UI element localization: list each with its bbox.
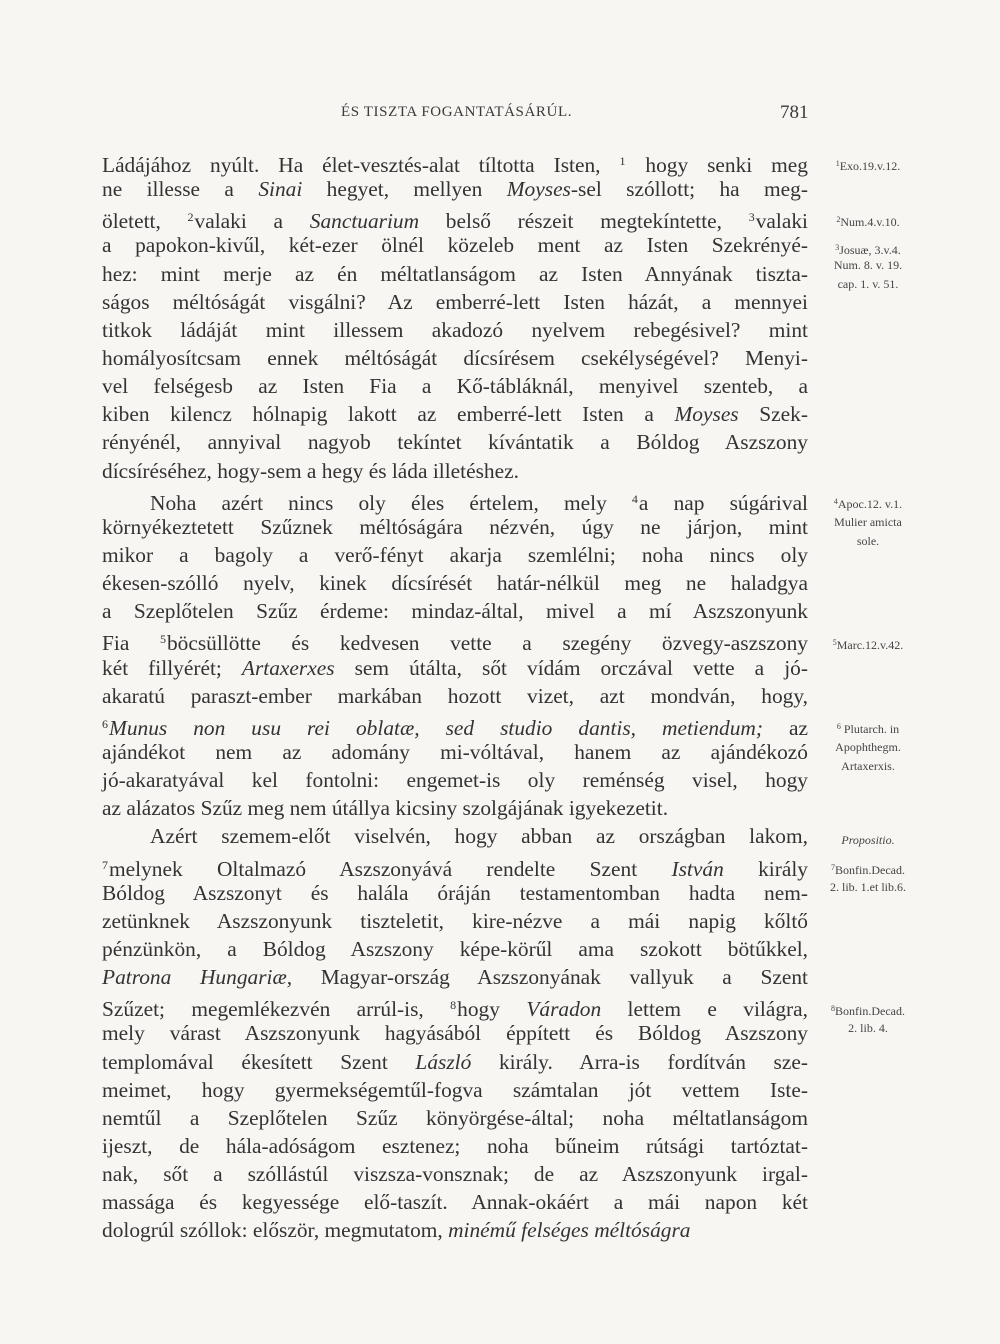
margin-note <box>812 515 924 529</box>
footnote-marker: 6 <box>102 716 108 731</box>
margin-note <box>812 759 924 773</box>
footnote-marker: 8 <box>450 998 457 1013</box>
text-line <box>102 1076 808 1104</box>
text-segment: valaki <box>755 209 808 234</box>
text-segment: Fia <box>102 631 160 656</box>
margin-note-marker: 7 <box>831 862 835 872</box>
text-line <box>102 1048 808 1076</box>
margin-note <box>812 258 924 272</box>
text-segment: lettem e világra, <box>601 997 808 1022</box>
text-line <box>102 175 808 203</box>
text-line <box>102 260 808 288</box>
text-line <box>102 935 808 963</box>
margin-note <box>812 861 924 877</box>
text-line <box>102 851 808 879</box>
footnote-marker: 1 <box>619 154 626 168</box>
text-segment: titkok ládáját mint illessem akadozó nyelvem rebegésivel? mint <box>102 317 808 342</box>
margin-note-marker: 4 <box>833 496 838 506</box>
text-segment: meimet, hogy gyermekségemtűl-fogva számtalan jót vettem Iste- <box>102 1077 808 1102</box>
text-segment: homályosítcsam ennek méltóságát dícsírésem csekélységével? Menyi- <box>102 345 808 370</box>
text-line <box>102 147 808 175</box>
text-segment: ságos méltóságát visgálni? Az emberré-lett Isten házát, a mennyei <box>102 289 808 314</box>
text-segment: a nap súgárival <box>638 490 809 515</box>
text-segment: mikor a bagoly a verő-fényt akarja szemlélni; noha nincs oly <box>102 542 808 567</box>
text-segment: valaki a <box>194 209 310 234</box>
text-segment: dícsíréséhez, hogy-sem a hegy és láda illetéshez. <box>102 458 519 483</box>
footnote-marker: 4 <box>631 491 638 506</box>
text-segment: templomával ékesített Szent <box>102 1049 416 1074</box>
body-text <box>102 147 808 1244</box>
text-line <box>102 1104 808 1132</box>
text-segment: Azért szemem-előt viselvén, hogy abban az országban lakom, <box>150 824 808 849</box>
text-segment: rényénél, annyival nagyob tekíntet kívántatik a Bóldog Aszszony <box>102 430 808 455</box>
margin-note-text: Artaxerxis. <box>841 759 895 774</box>
text-line <box>102 654 808 682</box>
margin-note <box>812 534 924 548</box>
margin-note-text: Marc.12.v.42. <box>836 637 904 652</box>
text-segment: massága és kegyessége elő-taszít. Annak-okáért a mái napon két <box>102 1190 808 1215</box>
text-segment: ne illesse a <box>102 177 259 202</box>
text-segment: zetünknek Aszszonyunk tiszteletit, kire-nézve a mái napig kőltő <box>102 908 808 933</box>
text-segment: az alázatos Szűz meg nem útállya kicsiny szolgájának igyekezetit. <box>102 796 669 821</box>
text-segment: László <box>415 1049 472 1074</box>
text-segment: Bóldog Aszszonyt és halála óráján testamentomban hadta nem- <box>102 880 808 905</box>
text-line <box>102 822 808 850</box>
running-header: ÉS TISZTA FOGANTATÁSÁRÚL. <box>341 104 573 120</box>
text-line <box>102 597 808 625</box>
margin-note-text: Bonfin.Decad. <box>835 1003 905 1018</box>
text-line <box>102 879 808 907</box>
text-segment: dologrúl szóllok: először, megmutatom, <box>102 1218 449 1243</box>
text-segment: az <box>763 715 808 740</box>
margin-note-marker: 6 <box>836 722 841 731</box>
text-segment: Patrona Hungariæ, <box>102 965 293 990</box>
text-line <box>102 541 808 569</box>
margin-note <box>812 740 924 754</box>
text-line <box>102 513 808 541</box>
text-segment: Munus non usu rei oblatæ, sed studio dantis, metiendum; <box>109 715 763 740</box>
text-segment: Sanctuarium <box>309 209 420 234</box>
margin-note-text: Propositio. <box>841 832 895 847</box>
text-segment: Moyses <box>506 177 571 202</box>
margin-note-text: Exo.19.v.12. <box>839 159 901 173</box>
text-segment: minémű felséges méltóságra <box>448 1218 691 1243</box>
margin-note-marker: 1 <box>835 159 840 168</box>
text-line <box>102 794 808 822</box>
text-line <box>102 400 808 428</box>
margin-note <box>812 833 924 847</box>
text-line <box>102 907 808 935</box>
text-segment: mely várast Aszszonyunk hagyásából éppített és Bóldog Aszszony <box>102 1021 808 1046</box>
margin-note-text: Apoc.12. v.1. <box>837 496 903 511</box>
text-segment: hegyet, mellyen <box>302 177 507 202</box>
text-segment: nak, sőt a szóllástúl viszsza-vonsznak; de az Aszszonyunk irgal- <box>102 1162 808 1187</box>
text-segment: hez: mint merje az én méltatlanságom az Isten Annyának tiszta- <box>102 261 808 286</box>
margin-note-text: Mulier amicta <box>834 514 902 529</box>
text-line <box>102 344 808 372</box>
footnote-marker: 2 <box>187 210 194 225</box>
margin-note-text: 2. lib. 4. <box>848 1021 888 1036</box>
text-segment: Noha azért nincs oly éles értelem, mely <box>150 490 632 515</box>
text-segment: jó-akaratyával kel fontolni: engemet-is oly reménség visel, hogy <box>102 768 808 793</box>
footnote-marker: 5 <box>159 632 166 647</box>
text-segment: ajándékot nem az adomány mi-vóltával, hanem az ajándékozó <box>102 739 808 764</box>
margin-note-text: cap. 1. v. 51. <box>837 276 899 291</box>
text-line <box>102 738 808 766</box>
margin-note-marker: 5 <box>832 637 837 647</box>
text-segment: ijeszt, de hála-adóságom esztenez; noha bűneim rútsági tartóztat- <box>102 1133 808 1158</box>
margin-note-text: Apophthegm. <box>835 739 901 754</box>
text-segment: nemtűl a Szeplőtelen Szűz könyörgése-által; noha méltatlanságom <box>102 1105 808 1130</box>
text-segment: a Szeplőtelen Szűz érdeme: mindaz-által, mivel a mí Aszszonyunk <box>102 599 808 624</box>
margin-note <box>812 1002 924 1018</box>
text-segment: Artaxerxes <box>241 655 335 680</box>
text-line <box>102 682 808 710</box>
text-segment: ékesen-szólló nyelv, kinek dícsírését határ-nélkül meg ne haladgya <box>102 571 808 596</box>
text-segment: pénzünkön, a Bóldog Aszszony képe-körűl ama szokott bötűkkel, <box>102 936 808 961</box>
text-line <box>102 428 808 456</box>
footnote-marker: 3 <box>748 210 755 225</box>
text-line <box>102 1160 808 1188</box>
text-line <box>102 316 808 344</box>
text-segment: öletett, <box>102 209 188 234</box>
margin-note <box>812 213 924 229</box>
text-line <box>102 625 808 656</box>
text-line <box>102 1019 808 1047</box>
text-line <box>102 231 808 259</box>
text-segment: hogy senki meg <box>626 153 808 177</box>
margin-note-text: Josuæ, 3.v.4. <box>839 243 901 258</box>
text-line <box>102 372 808 400</box>
text-segment: Magyar-ország Aszszonyának vallyuk a Szent <box>292 965 808 990</box>
text-segment: Sinai <box>258 177 303 202</box>
margin-note-text: Num.4.v.10. <box>840 215 900 230</box>
footnote-marker: 7 <box>102 857 108 872</box>
margin-note-marker: 8 <box>831 1003 835 1013</box>
margin-note <box>812 720 924 736</box>
margin-note <box>812 1021 924 1035</box>
text-segment: környékeztetett Szűznek méltóságára nézvén, úgy ne járjon, mint <box>102 514 808 539</box>
text-segment: Szek- <box>738 402 808 427</box>
text-line <box>102 1132 808 1160</box>
text-line <box>102 457 808 485</box>
text-segment: Váradon <box>526 997 602 1022</box>
text-segment: belső részeit megtekíntette, <box>419 209 749 234</box>
text-segment: vel felségesb az Isten Fia a Kő-tábláknál, menyivel szenteb, a <box>102 374 808 399</box>
text-line <box>102 963 808 991</box>
text-line <box>102 288 808 316</box>
text-line <box>102 569 808 597</box>
margin-note-text: 2. lib. 1.et lib.6. <box>830 880 906 895</box>
text-segment: akaratú paraszt-ember markában hozott vizet, azt mondván, hogy, <box>102 683 808 708</box>
text-line <box>102 1216 808 1244</box>
text-line <box>102 766 808 794</box>
margin-note <box>812 157 924 173</box>
text-segment: a papokon-kivűl, két-ezer ölnél közeleb ment az Isten Szekrényé- <box>102 233 808 258</box>
margin-note-marker: 3 <box>835 243 840 253</box>
text-line <box>102 710 808 738</box>
text-segment: sem útálta, sőt vídám orczával vette a jó- <box>334 655 808 680</box>
text-line <box>102 991 808 1022</box>
text-segment: böcsüllötte és kedvesen vette a szegény özvegy-aszszony <box>166 631 808 656</box>
margin-note-text: Num. 8. v. 19. <box>833 258 903 273</box>
text-segment: hogy <box>457 997 527 1022</box>
text-segment: király <box>723 856 808 881</box>
margin-note-marker: 2 <box>836 215 841 225</box>
text-segment: István <box>671 856 724 881</box>
text-segment: két fillyérét; <box>102 655 242 680</box>
page-number: 781 <box>780 102 809 123</box>
text-segment: Moyses <box>674 402 739 427</box>
text-line <box>102 485 808 513</box>
text-line <box>102 1188 808 1216</box>
margin-note <box>812 277 924 291</box>
text-segment: Ládájához nyúlt. Ha élet-vesztés-alat tíltotta Isten, <box>102 153 620 177</box>
margin-note-text: Bonfin.Decad. <box>835 862 905 877</box>
text-segment: melynek Oltalmazó Aszszonyává rendelte Szent <box>109 856 672 881</box>
text-segment: Szűzet; megemlékezvén arrúl-is, <box>102 997 451 1022</box>
margin-note-text: Plutarch. in <box>840 722 900 736</box>
text-line <box>102 203 808 234</box>
margin-note-text: sole. <box>856 534 880 549</box>
margin-note <box>812 636 924 652</box>
text-segment: király. Arra-is fordítván sze- <box>471 1049 808 1074</box>
text-segment: -sel szóllott; ha meg- <box>570 177 808 202</box>
text-segment: kiben kilencz hólnapig lakott az emberré-lett Isten a <box>102 402 675 427</box>
margin-note <box>812 880 924 894</box>
margin-note <box>812 495 924 511</box>
margin-note <box>812 241 924 257</box>
